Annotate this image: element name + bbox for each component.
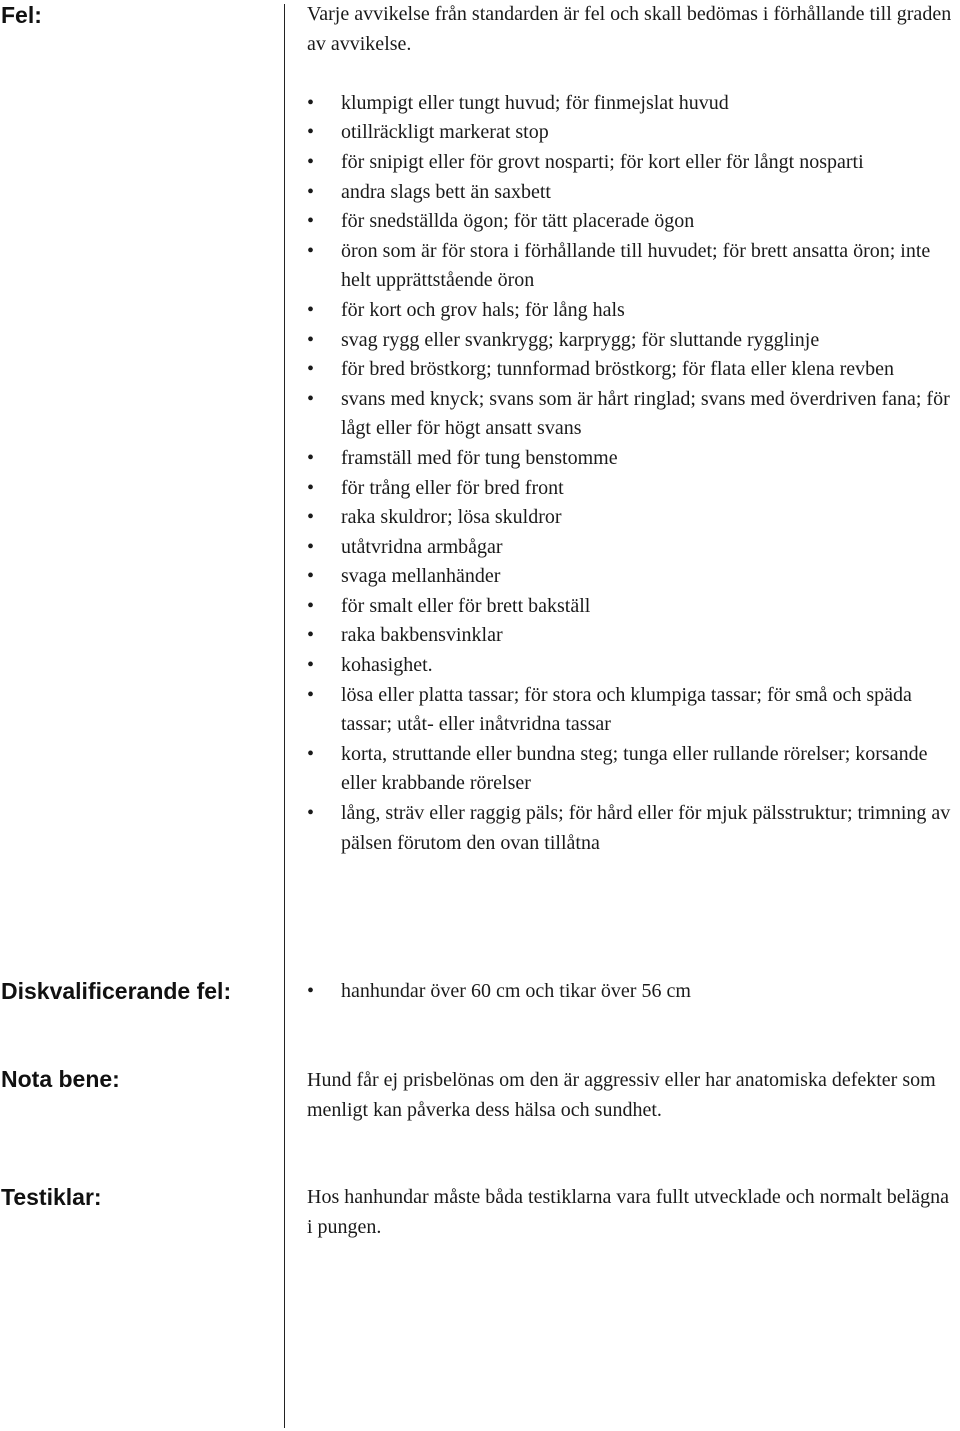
bullet-icon: • xyxy=(307,387,315,410)
section-label-nota-bene: Nota bene: xyxy=(1,1066,120,1092)
list-item-text: för snipigt eller för grovt nosparti; för kort eller för långt nosparti xyxy=(341,150,864,173)
spacer xyxy=(307,59,957,89)
section-label-diskvalificerande: Diskvalificerande fel: xyxy=(1,978,232,1004)
list-item-text: lösa eller platta tassar; för stora och klumpiga tassar; för små och späda tassar; utåt- eller inåtvridna tassar xyxy=(341,683,912,736)
list-item-text: kohasighet. xyxy=(341,654,433,677)
fel-intro-text: Varje avvikelse från standarden är fel och skall bedömas i förhållande till graden av avvikelse. xyxy=(307,3,952,55)
list-item xyxy=(307,385,957,444)
bullet-icon: • xyxy=(307,358,315,381)
bullet-icon: • xyxy=(307,328,315,351)
testiklar-text: Hos hanhundar måste båda testiklarna vara fullt utvecklade och normalt belägna i pungen. xyxy=(307,1186,949,1238)
bullet-icon: • xyxy=(307,683,315,706)
section-label-testiklar: Testiklar: xyxy=(1,1184,102,1210)
bullet-icon: • xyxy=(307,535,315,558)
bullet-icon: • xyxy=(307,654,315,677)
list-item xyxy=(307,326,957,356)
list-item xyxy=(307,562,957,592)
list-item-text: för smalt eller för brett bakställ xyxy=(341,594,591,617)
list-item xyxy=(307,740,957,799)
list-item xyxy=(307,977,957,1007)
list-item xyxy=(307,444,957,474)
list-item xyxy=(307,148,957,178)
list-item xyxy=(307,799,957,858)
list-item xyxy=(307,296,957,326)
bullet-icon: • xyxy=(307,180,315,203)
list-item-text: korta, struttande eller bundna steg; tunga eller rullande rörelser; korsande eller krabbande rörelser xyxy=(341,742,928,795)
list-item-text: svaga mellanhänder xyxy=(341,565,501,588)
bullet-icon: • xyxy=(307,594,315,617)
list-item-text: för bred bröstkorg; tunnformad bröstkorg; för flata eller klena revben xyxy=(341,358,894,381)
list-item-text: för trång eller för bred front xyxy=(341,476,564,499)
bullet-icon: • xyxy=(307,476,315,499)
list-item-text: utåtvridna armbågar xyxy=(341,535,503,558)
list-item-text: raka bakbensvinklar xyxy=(341,624,503,647)
list-item xyxy=(307,207,957,237)
list-item-text: för kort och grov hals; för lång hals xyxy=(341,298,625,321)
bullet-icon: • xyxy=(307,802,315,825)
list-item xyxy=(307,651,957,681)
section-content-testiklar xyxy=(307,1183,957,1242)
bullet-icon: • xyxy=(307,239,315,262)
bullet-icon: • xyxy=(307,298,315,321)
list-item xyxy=(307,592,957,622)
list-item xyxy=(307,681,957,740)
nota-bene-text: Hund får ej prisbelönas om den är aggressiv eller har anatomiska defekter som menligt kan påverka dess hälsa och sundhet. xyxy=(307,1069,936,1121)
section-content-diskvalificerande xyxy=(307,977,957,1007)
section-content-fel xyxy=(307,0,957,858)
list-item xyxy=(307,89,957,119)
list-item-text: öron som är för stora i förhållande till huvudet; för brett ansatta öron; inte helt upprättstående öron xyxy=(341,239,931,292)
list-item-text: för snedställda ögon; för tätt placerade ögon xyxy=(341,210,695,233)
list-item xyxy=(307,355,957,385)
list-item-text: otillräckligt markerat stop xyxy=(341,121,549,144)
fel-bullet-list xyxy=(307,89,957,858)
column-divider xyxy=(284,4,285,1428)
list-item xyxy=(307,118,957,148)
list-item xyxy=(307,237,957,296)
list-item-text: hanhundar över 60 cm och tikar över 56 cm xyxy=(341,980,691,1002)
bullet-icon: • xyxy=(307,210,315,233)
list-item-text: lång, sträv eller raggig päls; för hård eller för mjuk pälsstruktur; trimning av pälsen förutom den ovan tillåtna xyxy=(341,802,951,854)
list-item-text: klumpigt eller tungt huvud; för finmejslat huvud xyxy=(341,91,729,114)
bullet-icon: • xyxy=(307,506,315,529)
bullet-icon: • xyxy=(307,91,315,114)
list-item-text: framställ med för tung benstomme xyxy=(341,446,618,469)
list-item-text: andra slags bett än saxbett xyxy=(341,180,551,203)
list-item xyxy=(307,533,957,563)
list-item xyxy=(307,503,957,533)
bullet-icon: • xyxy=(307,446,315,469)
list-item xyxy=(307,621,957,651)
section-label-fel: Fel: xyxy=(1,2,42,28)
section-content-nota-bene xyxy=(307,1066,957,1125)
list-item xyxy=(307,474,957,504)
diskvalificerande-bullet-list xyxy=(307,977,957,1007)
list-item-text: svag rygg eller svankrygg; karprygg; för sluttande rygglinje xyxy=(341,328,820,351)
bullet-icon: • xyxy=(307,150,315,173)
list-item xyxy=(307,178,957,208)
bullet-icon: • xyxy=(307,565,315,588)
bullet-icon: • xyxy=(307,121,315,144)
bullet-icon: • xyxy=(307,742,315,765)
list-item-text: svans med knyck; svans som är hårt ringlad; svans med överdriven fana; för lågt eller för högt ansatt svans xyxy=(341,387,950,440)
bullet-icon: • xyxy=(307,624,315,647)
list-item-text: raka skuldror; lösa skuldror xyxy=(341,506,562,529)
bullet-icon: • xyxy=(307,980,315,1002)
